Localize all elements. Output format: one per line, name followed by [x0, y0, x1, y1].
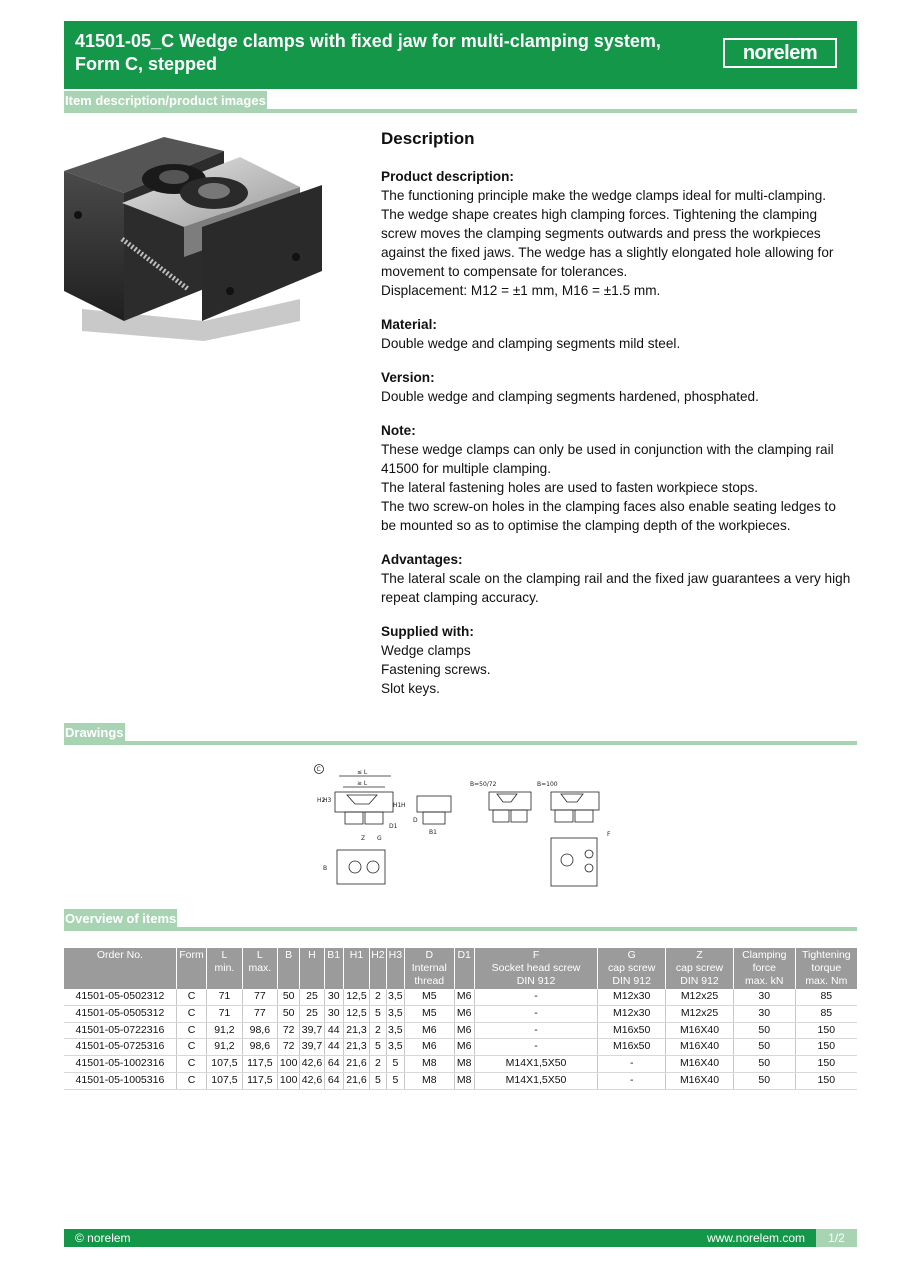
table-cell: C — [176, 989, 206, 1005]
col-header-order-no: Order No. — [64, 948, 176, 989]
table-cell: 30 — [324, 1005, 343, 1022]
table-cell: 44 — [324, 1022, 343, 1039]
table-cell: 21,3 — [343, 1022, 369, 1039]
technical-drawing — [305, 762, 615, 892]
table-cell: M6 — [454, 1022, 474, 1039]
table-cell: 50 — [278, 989, 300, 1005]
drawing-label-b: B — [323, 865, 328, 872]
drawing-label-b-50-72: B=50/72 — [470, 781, 497, 788]
section-label-item-description: Item description/product images — [65, 93, 266, 108]
product-description-heading: Product description: — [381, 169, 514, 184]
table-cell: 100 — [278, 1056, 300, 1073]
table-cell: 5 — [386, 1072, 404, 1089]
table-cell: 25 — [300, 1005, 324, 1022]
version-heading: Version: — [381, 370, 435, 385]
table-row[interactable] — [64, 1039, 857, 1056]
table-cell: 41501-05-0725316 — [64, 1039, 176, 1056]
table-cell: 107,5 — [207, 1072, 242, 1089]
drawing-label-b1: B1 — [429, 829, 437, 836]
drawing-label-z: Z — [361, 835, 366, 842]
table-cell: - — [598, 1056, 666, 1073]
table-cell: M14X1,5X50 — [474, 1056, 597, 1073]
table-cell: 44 — [324, 1039, 343, 1056]
drawing-label-h2: H2 — [317, 797, 326, 804]
product-description-text: The functioning principle make the wedge clamps ideal for multi-clamping. The wedge shape creates high clamping forces. Tightening the clamping screw moves the clamping segments outwards and press the workpieces against the fixed jaws. The wedge has a slightly elongated hole allowing for movement to compensate for tolerances. — [381, 188, 834, 279]
table-cell: M12x25 — [666, 989, 734, 1005]
note-text: These wedge clamps can only be used in conjunction with the clamping rail 41500 for multiple clamping. — [381, 442, 834, 476]
drawing-label-ge-l: ≥ L — [357, 780, 368, 787]
table-cell: 3,5 — [386, 1039, 404, 1056]
table-cell: M16X40 — [666, 1072, 734, 1089]
material-text: Double wedge and clamping segments mild steel. — [381, 336, 681, 351]
note-block — [381, 421, 851, 535]
table-cell: 5 — [386, 1056, 404, 1073]
section-divider — [64, 741, 857, 745]
col-header-clamping-force: Clamping force max. kN — [733, 948, 795, 989]
table-cell: M16x50 — [598, 1022, 666, 1039]
table-row[interactable] — [64, 1005, 857, 1022]
drawing-label-h3: H3 — [323, 797, 332, 804]
advantages-heading: Advantages: — [381, 552, 463, 567]
table-cell: 42,6 — [300, 1056, 324, 1073]
table-cell: 150 — [795, 1039, 857, 1056]
table-cell: 39,7 — [300, 1039, 324, 1056]
advantages-text: The lateral scale on the clamping rail and the fixed jaw guarantees a very high repeat clamping accuracy. — [381, 571, 851, 605]
col-header-g: G cap screw DIN 912 — [598, 948, 666, 989]
drawing-label-h1: H1 — [393, 802, 402, 809]
description-panel — [381, 128, 851, 713]
table-cell: - — [474, 1005, 597, 1022]
advantages-block — [381, 550, 851, 607]
table-cell: M6 — [454, 1005, 474, 1022]
table-cell: 150 — [795, 1072, 857, 1089]
table-cell: M6 — [454, 1039, 474, 1056]
table-cell: 107,5 — [207, 1056, 242, 1073]
table-cell: 77 — [242, 1005, 277, 1022]
table-cell: 117,5 — [242, 1056, 277, 1073]
table-cell: 77 — [242, 989, 277, 1005]
col-header-l-min: L min. — [207, 948, 242, 989]
drawing-label-d1: D1 — [389, 823, 398, 830]
table-cell: 85 — [795, 989, 857, 1005]
table-cell: 91,2 — [207, 1022, 242, 1039]
col-header-h3: H3 — [386, 948, 404, 989]
table-cell: 72 — [278, 1022, 300, 1039]
footer-bar — [64, 1229, 857, 1247]
table-cell: 5 — [370, 1072, 387, 1089]
section-label-overview: Overview of items — [65, 911, 177, 926]
table-cell: 100 — [278, 1072, 300, 1089]
table-cell: M12x25 — [666, 1005, 734, 1022]
table-cell: 30 — [733, 989, 795, 1005]
col-header-b: B — [278, 948, 300, 989]
table-cell: C — [176, 1005, 206, 1022]
table-cell: M6 — [404, 1039, 454, 1056]
table-cell: 41501-05-1002316 — [64, 1056, 176, 1073]
footer-copyright: © norelem — [75, 1231, 131, 1245]
col-header-b1: B1 — [324, 948, 343, 989]
col-header-tightening-torque: Tightening torque max. Nm — [795, 948, 857, 989]
table-cell: M8 — [404, 1056, 454, 1073]
table-cell: 3,5 — [386, 1005, 404, 1022]
table-cell: - — [598, 1072, 666, 1089]
table-cell: 41501-05-0502312 — [64, 989, 176, 1005]
table-cell: 85 — [795, 1005, 857, 1022]
supplied-item: Fastening screws. — [381, 662, 491, 677]
table-cell: 117,5 — [242, 1072, 277, 1089]
table-cell: 21,6 — [343, 1056, 369, 1073]
product-description-text: Displacement: M12 = ±1 mm, M16 = ±1.5 mm. — [381, 283, 661, 298]
table-cell: - — [474, 989, 597, 1005]
table-cell: M16X40 — [666, 1039, 734, 1056]
table-cell: - — [474, 1039, 597, 1056]
table-cell: 98,6 — [242, 1022, 277, 1039]
drawing-label-d: D — [413, 817, 418, 824]
table-cell: 5 — [370, 1005, 387, 1022]
table-cell: 150 — [795, 1056, 857, 1073]
table-cell: C — [176, 1039, 206, 1056]
supplied-item: Wedge clamps — [381, 643, 471, 658]
footer-website-link[interactable]: www.norelem.com — [706, 1231, 805, 1245]
items-table — [64, 948, 857, 1090]
table-cell: 3,5 — [386, 1022, 404, 1039]
table-cell: 12,5 — [343, 989, 369, 1005]
note-text: The two screw-on holes in the clamping faces also enable seating ledges to be mounted so as to optimise the clamping depth of the workpieces. — [381, 499, 836, 533]
table-row[interactable] — [64, 1056, 857, 1073]
note-heading: Note: — [381, 423, 416, 438]
table-body — [64, 989, 857, 1089]
table-cell: 25 — [300, 989, 324, 1005]
table-row[interactable] — [64, 1022, 857, 1039]
table-cell: 5 — [370, 1039, 387, 1056]
material-heading: Material: — [381, 317, 437, 332]
norelem-logo[interactable]: norelem — [723, 38, 837, 68]
col-header-form: Form — [176, 948, 206, 989]
table-cell: M6 — [404, 1022, 454, 1039]
section-label-drawings: Drawings — [65, 725, 124, 740]
table-cell: M8 — [404, 1072, 454, 1089]
table-cell: 21,6 — [343, 1072, 369, 1089]
table-cell: M12x30 — [598, 989, 666, 1005]
table-cell: 12,5 — [343, 1005, 369, 1022]
material-block — [381, 315, 851, 353]
table-cell: 39,7 — [300, 1022, 324, 1039]
table-cell: 21,3 — [343, 1039, 369, 1056]
table-cell: 30 — [324, 989, 343, 1005]
description-title: Description — [381, 129, 475, 148]
product-description-block — [381, 167, 851, 300]
header-banner — [64, 21, 857, 89]
table-cell: 50 — [733, 1022, 795, 1039]
table-cell: 50 — [278, 1005, 300, 1022]
table-cell: 2 — [370, 989, 387, 1005]
table-cell: 41501-05-0505312 — [64, 1005, 176, 1022]
table-header-row — [64, 948, 857, 989]
table-cell: 2 — [370, 1056, 387, 1073]
table-cell: 41501-05-0722316 — [64, 1022, 176, 1039]
version-text: Double wedge and clamping segments hardened, phosphated. — [381, 389, 759, 404]
table-cell: M5 — [404, 989, 454, 1005]
col-header-z: Z cap screw DIN 912 — [666, 948, 734, 989]
table-cell: 72 — [278, 1039, 300, 1056]
drawing-label-f: F — [607, 831, 611, 838]
table-cell: 71 — [207, 989, 242, 1005]
table-cell: 42,6 — [300, 1072, 324, 1089]
table-cell: 2 — [370, 1022, 387, 1039]
drawing-label-le-l: ≤ L — [357, 769, 368, 776]
drawing-label-b-100: B=100 — [537, 781, 558, 788]
table-cell: 50 — [733, 1056, 795, 1073]
table-cell: 30 — [733, 1005, 795, 1022]
drawing-label-c: C — [316, 766, 321, 774]
table-cell: 91,2 — [207, 1039, 242, 1056]
table-cell: M16x50 — [598, 1039, 666, 1056]
table-cell: 64 — [324, 1056, 343, 1073]
supplied-heading: Supplied with: — [381, 624, 474, 639]
table-cell: C — [176, 1022, 206, 1039]
drawing-label-g: G — [377, 835, 382, 842]
col-header-d1: D1 — [454, 948, 474, 989]
table-cell: - — [474, 1022, 597, 1039]
version-block — [381, 368, 851, 406]
table-cell: M6 — [454, 989, 474, 1005]
table-cell: 50 — [733, 1072, 795, 1089]
supplied-item: Slot keys. — [381, 681, 440, 696]
section-divider — [64, 927, 857, 931]
table-cell: 64 — [324, 1072, 343, 1089]
product-image — [64, 131, 324, 341]
col-header-h2: H2 — [370, 948, 387, 989]
col-header-d: D Internal thread — [404, 948, 454, 989]
table-cell: M8 — [454, 1056, 474, 1073]
table-cell: C — [176, 1056, 206, 1073]
table-cell: 71 — [207, 1005, 242, 1022]
table-cell: 98,6 — [242, 1039, 277, 1056]
col-header-l-max: L max. — [242, 948, 277, 989]
table-row[interactable] — [64, 1072, 857, 1089]
table-cell: M16X40 — [666, 1056, 734, 1073]
drawing-label-h: H — [401, 802, 406, 809]
table-cell: 50 — [733, 1039, 795, 1056]
col-header-h: H — [300, 948, 324, 989]
table-cell: C — [176, 1072, 206, 1089]
table-cell: M12x30 — [598, 1005, 666, 1022]
table-cell: M14X1,5X50 — [474, 1072, 597, 1089]
col-header-f: F Socket head screw DIN 912 — [474, 948, 597, 989]
footer-page-number: 1/2 — [816, 1229, 857, 1247]
page-title: 41501-05_C Wedge clamps with fixed jaw for multi-clamping system, Form C, stepped — [75, 31, 661, 74]
table-cell: 41501-05-1005316 — [64, 1072, 176, 1089]
table-cell: 150 — [795, 1022, 857, 1039]
supplied-block — [381, 622, 851, 698]
note-text: The lateral fastening holes are used to fasten workpiece stops. — [381, 480, 759, 495]
table-cell: M16X40 — [666, 1022, 734, 1039]
table-cell: M8 — [454, 1072, 474, 1089]
col-header-h1: H1 — [343, 948, 369, 989]
table-cell: 3,5 — [386, 989, 404, 1005]
table-cell: M5 — [404, 1005, 454, 1022]
table-row[interactable] — [64, 989, 857, 1005]
